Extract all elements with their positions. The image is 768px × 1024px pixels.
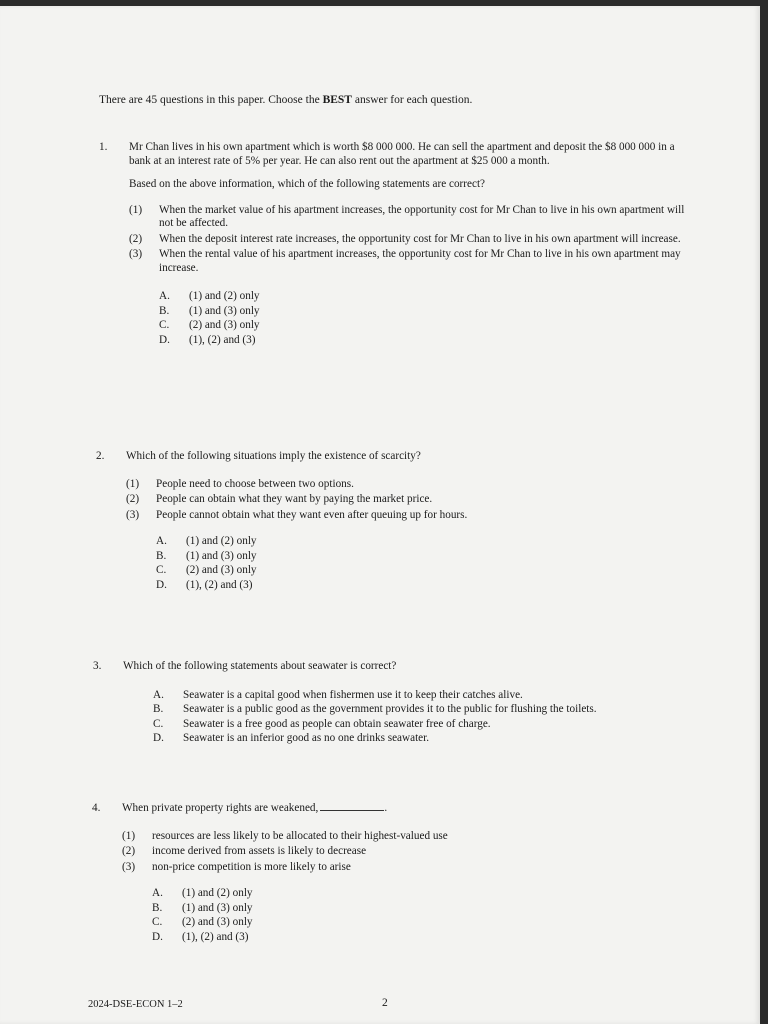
option-c: C. (2) and (3) only <box>152 916 253 928</box>
answer-blank <box>320 810 384 811</box>
question-body <box>122 802 682 944</box>
question-stem: When private property rights are weakened, . <box>122 802 388 814</box>
question-body <box>129 141 689 347</box>
option-a: A. (1) and (2) only <box>152 887 253 899</box>
statement: (2) income derived from assets is likely to decrease <box>122 845 367 857</box>
statement: (1) When the market value of his apartment increases, the opportunity cost for Mr Chan to live in his own apartment will not be affected. <box>129 203 685 229</box>
question-body <box>126 450 686 592</box>
option-d: D. Seawater is an inferior good as no one drinks seawater. <box>153 732 430 744</box>
page-number: 2 <box>382 997 388 1009</box>
instructions: There are 45 questions in this paper. Choose the BEST answer for each question. <box>99 94 473 106</box>
statement: (3) non-price competition is more likely to arise <box>122 860 351 873</box>
question-scenario: Mr Chan lives in his own apartment which is worth $8 000 000. He can sell the apartment and deposit the $8 000 000 in a bank at an interest rate of 5% per year. He can also rent out the apartment at $25 000 a month. <box>129 141 675 167</box>
question-number: 2. <box>96 450 105 462</box>
statement: (3) When the rental value of his apartment increases, the opportunity cost for Mr Chan to live in his own apartment may increase. <box>129 248 681 274</box>
option-a: A. Seawater is a capital good when fishermen use it to keep their catches alive. <box>153 688 523 701</box>
option-b: B. (1) and (3) only <box>159 304 260 317</box>
option-b: B. (1) and (3) only <box>152 901 253 914</box>
option-a: A. (1) and (2) only <box>156 535 257 547</box>
option-b: B. (1) and (3) only <box>156 549 257 562</box>
option-b: B. Seawater is a public good as the government provides it to the public for flushing the toilets. <box>153 703 597 715</box>
statement-list <box>129 204 689 276</box>
statement-list <box>126 478 686 523</box>
option-c: C. Seawater is a free good as people can obtain seawater free of charge. <box>153 717 491 730</box>
option-c: C. (2) and (3) only <box>159 319 260 331</box>
paper-code: 2024-DSE-ECON 1–2 <box>88 999 183 1010</box>
statement: (1) resources are less likely to be allocated to their highest-valued use <box>122 829 448 842</box>
option-list <box>126 534 686 592</box>
statement: (2) People can obtain what they want by paying the market price. <box>126 493 433 505</box>
question-body <box>123 660 683 746</box>
statement: (3) People cannot obtain what they want even after queuing up for hours. <box>126 508 468 521</box>
option-list <box>123 688 683 746</box>
option-a: A. (1) and (2) only <box>159 290 260 302</box>
question-number: 1. <box>99 141 108 153</box>
question-stem: Based on the above information, which of the following statements are correct? <box>129 178 486 190</box>
option-d: D. (1), (2) and (3) <box>159 333 256 346</box>
question-stem: Which of the following statements about seawater is correct? <box>123 660 397 672</box>
exam-page <box>0 6 760 1024</box>
question-number: 3. <box>93 660 102 672</box>
emphasis-best: BEST <box>322 94 352 106</box>
statement: (1) People need to choose between two options. <box>126 477 354 490</box>
option-list <box>122 886 682 944</box>
option-d: D. (1), (2) and (3) <box>152 930 249 943</box>
option-d: D. (1), (2) and (3) <box>156 578 253 591</box>
option-c: C. (2) and (3) only <box>156 564 257 576</box>
question-stem: Which of the following situations imply the existence of scarcity? <box>126 450 421 462</box>
statement-list <box>122 830 682 875</box>
question-number: 4. <box>92 802 101 814</box>
option-list <box>129 289 689 347</box>
statement: (2) When the deposit interest rate increases, the opportunity cost for Mr Chan to live in his own apartment will increase. <box>129 232 681 245</box>
